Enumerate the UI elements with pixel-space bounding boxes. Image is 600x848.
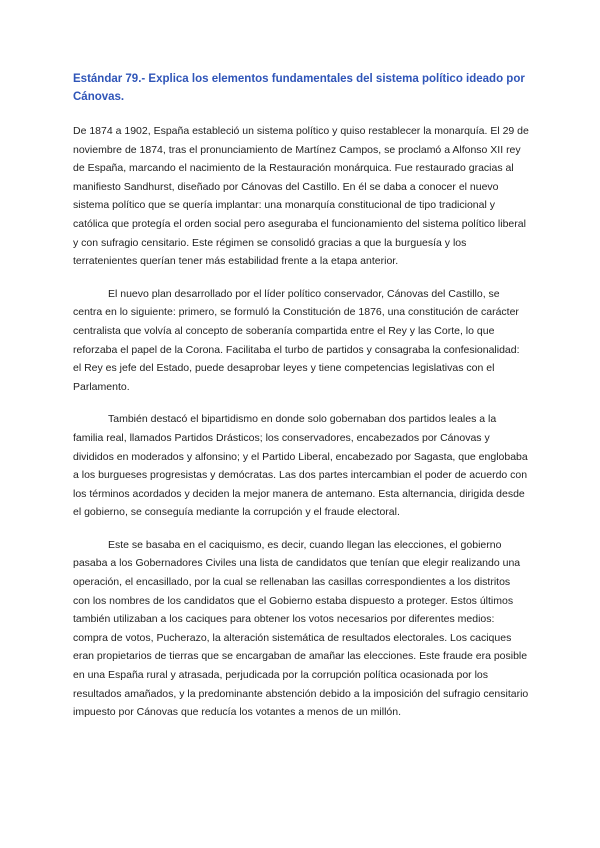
paragraph-2: El nuevo plan desarrollado por el líder político conservador, Cánovas del Castillo, se centra en lo siguiente: primero, se formuló la Constitución de 1876, una constitución de carácter centralista que volvía al concepto de soberanía compartida entre el Rey y las Corte, lo que reforzaba el papel de la Corona. Facilitaba el turbo de partidos y consagraba la confesionalidad: el Rey es jefe del Estado, puede desaprobar leyes y tiene competencias legislativas con el Parlamento. xyxy=(73,287,520,393)
paragraph-4: Este se basaba en el caciquismo, es decir, cuando llegan las elecciones, el gobierno pasaba a los Gobernadores Civiles una lista de candidatos que tenían que elegir realizando una operación, el encasillado, por la cual se rellenaban las casillas correspondientes a los distritos con los nombres de los candidatos que el Gobierno estaba dispuesto a proteger. Estos últimos también utilizaban a los caciques para obtener los votos necesarios por diferentes medios: compra de votos, Pucherazo, la alteración sistemática de resultados electorales. Los caciques eran propietarios de tierras que se encargaban de amañar las elecciones. Este fraude era posible en una España rural y atrasada, perjudicada por la corrupción política ocasionada por los resultados amañados, y la predominante abstención debido a la imposición del sufragio censitario impuesto por Cánovas que reducía los votantes a menos de un millón. xyxy=(73,538,529,719)
paragraph-1: De 1874 a 1902, España estableció un sistema político y quiso restablecer la monarquía. El 29 de noviembre de 1874, tras el pronunciamiento de Martínez Campos, se proclamó a Alfonso XII rey de España, marcando el nacimiento de la Restauración monárquica. Fue restaurado gracias al manifiesto Sandhurst, diseñado por Cánovas del Castillo. En él se daba a conocer el nuevo sistema político que se quería implantar: una monarquía constitucional de tipo tradicional y católica que protegía el orden social pero aseguraba el funcionamiento del sistema político liberal y con sufragio censitario. Este régimen se consolidó gracias a que la burguesía y los terratenientes querían tener más estabilidad frente a la etapa anterior. xyxy=(73,125,529,268)
document-title: Estándar 79.- Explica los elementos fundamentales del sistema político ideado por Cánovas. xyxy=(73,73,525,103)
paragraph-3: También destacó el bipartidismo en donde solo gobernaban dos partidos leales a la familia real, llamados Partidos Drásticos; los conservadores, encabezados por Cánovas y divididos en moderados y alfonsino; y el Partido Liberal, encabezado por Sagasta, que englobaba a los burgueses progresistas y demócratas. Las dos partes intercambian el poder de acuerdo con los términos acordados y deciden la mejor manera de antemano. Esta alternancia, dirigida desde el gobierno, se conseguía mediante la corrupción y el fraude electoral. xyxy=(73,413,528,519)
